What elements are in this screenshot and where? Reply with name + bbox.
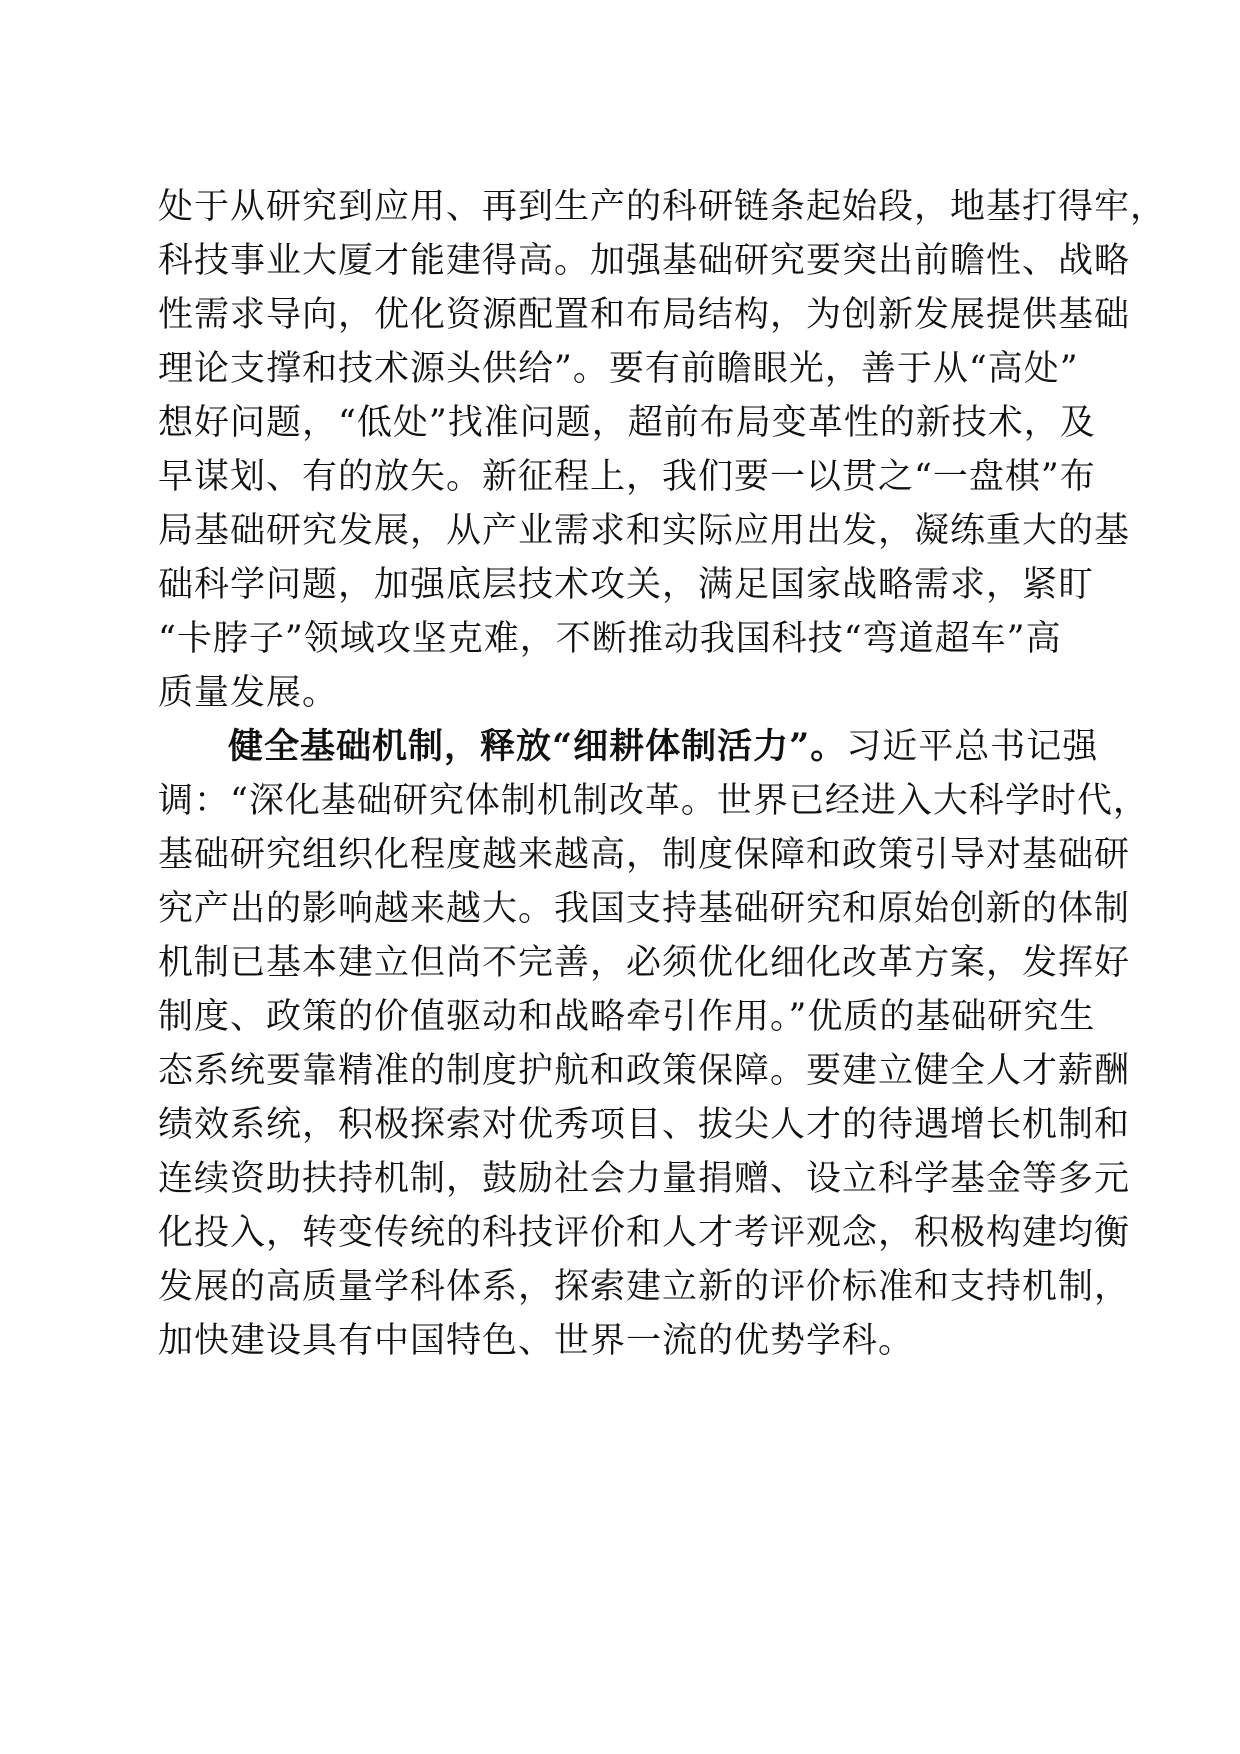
text-line: 局基础研究发展，从产业需求和实际应用出发，凝练重大的基 (158, 511, 1131, 551)
text-line: 基础研究组织化程度越来越高，制度保障和政策引导对基础研 (158, 835, 1131, 875)
text-line: 础科学问题，加强底层技术攻关，满足国家战略需求，紧盯 (158, 565, 1095, 605)
text-line: 制度、政策的价值驱动和战略牵引作用。”优质的基础研究生 (158, 997, 1096, 1037)
text-line: 态系统要靠精准的制度护航和政策保障。要建立健全人才薪酬 (158, 1051, 1131, 1091)
text-line: 性需求导向，优化资源配置和布局结构，为创新发展提供基础 (158, 295, 1131, 335)
text-line: 发展的高质量学科体系，探索建立新的评价标准和支持机制， (158, 1267, 1131, 1307)
section-heading: 健全基础机制，释放“细耕体制活力”。 (228, 726, 847, 767)
text-line: 科技事业大厦才能建得高。加强基础研究要突出前瞻性、战略 (158, 241, 1131, 281)
document-page (158, 180, 1167, 1368)
paragraph-first-line (158, 720, 1098, 774)
text-line: 究产出的影响越来越大。我国支持基础研究和原始创新的体制 (158, 889, 1131, 929)
paragraph-1 (158, 180, 1167, 720)
text-line: 想好问题，“低处”找准问题，超前布局变革性的新技术，及 (158, 403, 1096, 443)
text-line: “卡脖子”领域攻坚克难，不断推动我国科技“弯道超车”高 (158, 619, 1062, 659)
paragraph-2 (158, 720, 1149, 1368)
text-line: 机制已基本建立但尚不完善，必须优化细化改革方案，发挥好 (158, 943, 1131, 983)
heading-line-rest: 习近平总书记强 (846, 727, 1099, 767)
text-line: 质量发展。 (158, 673, 339, 713)
text-line: 调：“深化基础研究体制机制改革。世界已经进入大科学时代， (158, 781, 1149, 821)
text-line: 绩效系统，积极探索对优秀项目、拔尖人才的待遇增长机制和 (158, 1105, 1131, 1145)
text-line: 化投入，转变传统的科技评价和人才考评观念，积极构建均衡 (158, 1213, 1131, 1253)
text-line: 处于从研究到应用、再到生产的科研链条起始段，地基打得牢， (158, 187, 1167, 227)
text-line: 加快建设具有中国特色、世界一流的优势学科。 (158, 1321, 915, 1361)
text-line: 理论支撑和技术源头供给”。要有前瞻眼光，善于从“高处” (158, 349, 1079, 389)
text-line: 连续资助扶持机制，鼓励社会力量捐赠、设立科学基金等多元 (158, 1159, 1131, 1199)
text-line: 早谋划、有的放矢。新征程上，我们要一以贯之“一盘棋”布 (158, 457, 1096, 497)
